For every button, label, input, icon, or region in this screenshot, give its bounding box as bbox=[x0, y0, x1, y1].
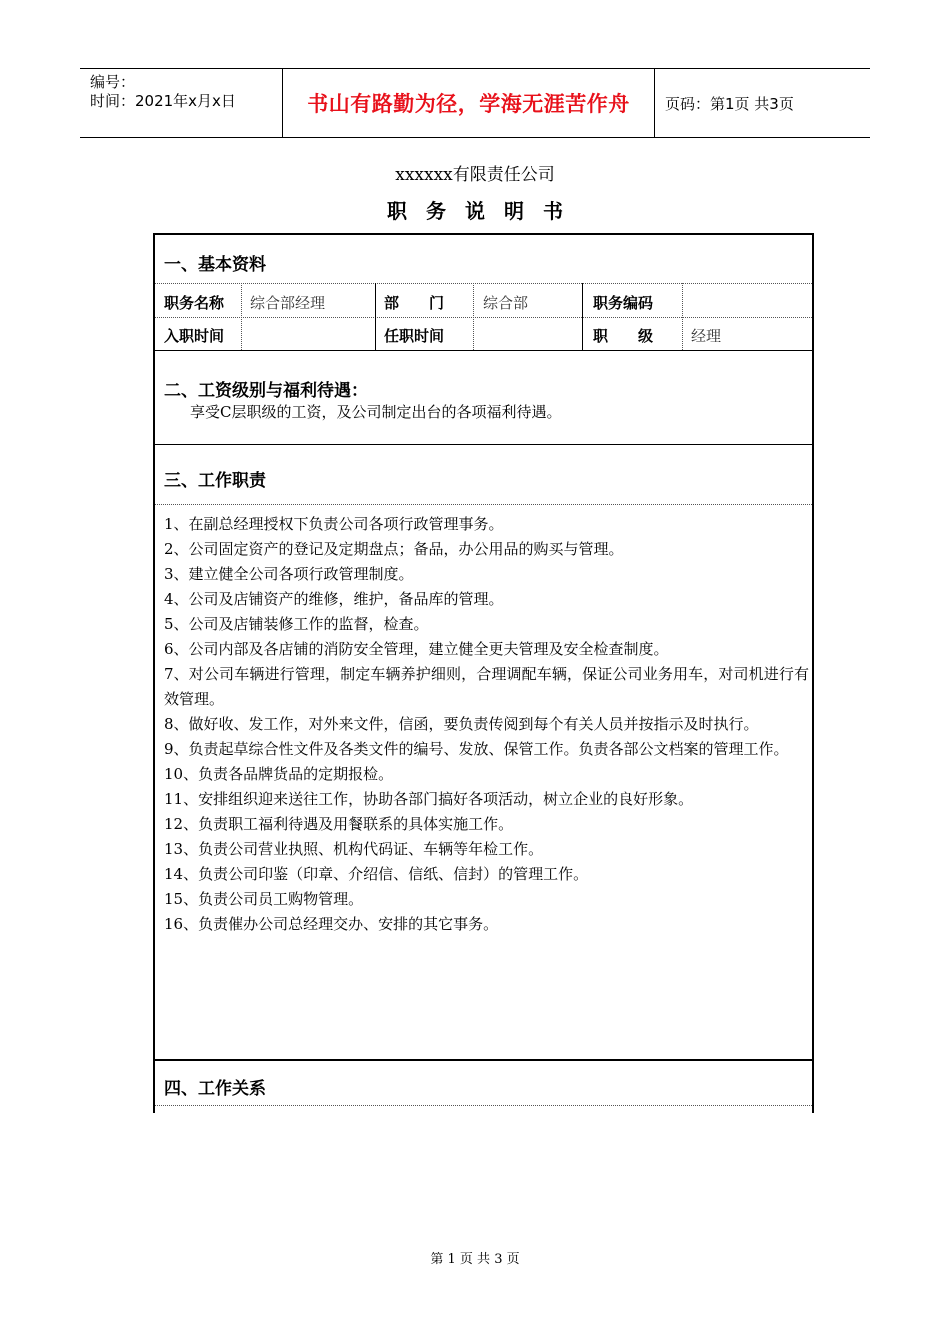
duties-list bbox=[164, 512, 809, 937]
position-name-value: 综合部经理 bbox=[250, 294, 326, 312]
header-motto-cell bbox=[282, 69, 655, 137]
divider bbox=[155, 350, 812, 351]
header-motto: 书山有路勤为径，学海无涯苦作舟 bbox=[307, 92, 630, 116]
section-duties-title: 三、工作职责 bbox=[164, 471, 266, 491]
job-description-form bbox=[153, 233, 814, 1113]
section-relations-title: 四、工作关系 bbox=[164, 1079, 266, 1099]
duty-item: 6、公司内部及各店铺的消防安全管理，建立健全更夫管理及安全检查制度。 bbox=[164, 640, 669, 658]
position-code-label: 职务编码 bbox=[593, 294, 654, 312]
cell-separator bbox=[582, 283, 583, 350]
duty-item: 9、负责起草综合性文件及各类文件的编号、发放、保管工作。负责各部公文档案的管理工作。 bbox=[164, 740, 789, 758]
divider bbox=[155, 444, 812, 445]
duty-item: 7、对公司车辆进行管理，制定车辆养护细则，合理调配车辆，保证公司业务用车，对司机进行有效管理。 bbox=[164, 665, 809, 708]
cell-separator bbox=[241, 283, 242, 350]
duty-item: 13、负责公司营业执照、机构代码证、车辆等年检工作。 bbox=[164, 840, 544, 858]
entry-date-label: 入职时间 bbox=[164, 327, 225, 345]
duty-item: 10、负责各品牌货品的定期报检。 bbox=[164, 765, 394, 783]
job-level-label: 职 级 bbox=[593, 327, 654, 345]
duty-item: 14、负责公司印鉴（印章、介绍信、信纸、信封）的管理工作。 bbox=[164, 865, 589, 883]
divider bbox=[155, 283, 812, 284]
duty-item: 12、负责职工福利待遇及用餐联系的具体实施工作。 bbox=[164, 815, 514, 833]
divider bbox=[155, 317, 812, 318]
cell-separator bbox=[473, 283, 474, 350]
duty-item: 2、公司固定资产的登记及定期盘点；备品，办公用品的购买与管理。 bbox=[164, 540, 624, 558]
duty-item: 16、负责催办公司总经理交办、安排的其它事务。 bbox=[164, 915, 499, 933]
duty-item: 15、负责公司员工购物管理。 bbox=[164, 890, 364, 908]
page-number: 第 1 页 共 3 页 bbox=[430, 1252, 520, 1267]
duty-item: 3、建立健全公司各项行政管理制度。 bbox=[164, 565, 414, 583]
section-salary-title: 二、工资级别与福利待遇： bbox=[164, 381, 368, 401]
doc-time-label: 时间：2021年x月x日 bbox=[90, 92, 236, 110]
duty-item: 8、做好收、发工作，对外来文件，信函，要负责传阅到每个有关人员并按指示及时执行。 bbox=[164, 715, 759, 733]
job-level-value: 经理 bbox=[691, 327, 722, 345]
header-meta bbox=[80, 69, 282, 137]
section-basic-title: 一、基本资料 bbox=[164, 255, 266, 275]
department-label: 部 门 bbox=[384, 294, 445, 312]
duty-item: 5、公司及店铺装修工作的监督，检查。 bbox=[164, 615, 429, 633]
document-title: 职务说明书 bbox=[387, 199, 582, 223]
divider bbox=[155, 504, 812, 505]
divider bbox=[155, 1105, 812, 1106]
appointment-date-label: 任职时间 bbox=[384, 327, 445, 345]
divider bbox=[155, 1059, 812, 1061]
company-name: xxxxxx有限责任公司 bbox=[395, 165, 555, 185]
cell-separator bbox=[375, 283, 376, 350]
position-name-label: 职务名称 bbox=[164, 294, 225, 312]
duty-item: 11、安排组织迎来送往工作，协助各部门搞好各项活动，树立企业的良好形象。 bbox=[164, 790, 694, 808]
header-page-info: 页码：第1页 共3页 bbox=[665, 94, 794, 113]
cell-separator bbox=[682, 283, 683, 350]
salary-text: 享受C层职级的工资，及公司制定出台的各项福利待遇。 bbox=[190, 403, 562, 421]
duty-item: 1、在副总经理授权下负责公司各项行政管理事务。 bbox=[164, 515, 504, 533]
department-value: 综合部 bbox=[483, 294, 529, 312]
doc-number-label: 编号： bbox=[90, 73, 136, 91]
duty-item: 4、公司及店铺资产的维修，维护，备品库的管理。 bbox=[164, 590, 504, 608]
page-header bbox=[80, 68, 870, 138]
